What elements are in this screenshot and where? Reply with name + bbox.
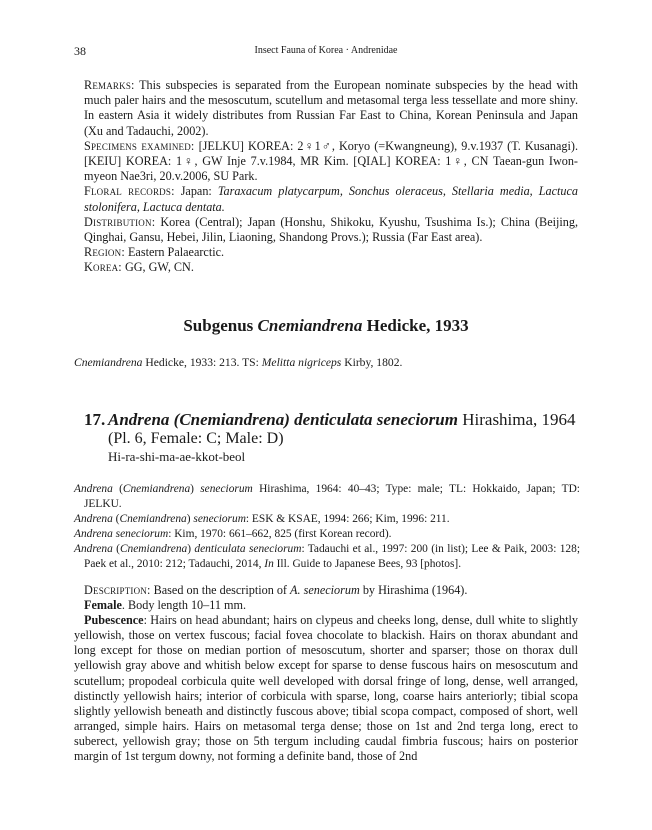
- citation-type-species: Melitta nigriceps: [261, 356, 342, 369]
- specimens-label: Specimens examined:: [84, 138, 195, 153]
- citation-text: Hedicke, 1933: 213. TS:: [145, 356, 259, 369]
- subgenus-name: Cnemiandrena: [257, 316, 363, 335]
- description-tail: by Hirashima (1964).: [362, 583, 468, 597]
- synonym-genus: Andrena: [74, 513, 113, 525]
- distribution-label: Distribution:: [84, 214, 156, 229]
- pubescence-paragraph: [74, 613, 578, 764]
- synonym-entry: Andrena (Cnemiandrena) denticulata seneciorum: Tadauchi et al., 1997: 200 (in list); Lee & Paik, 2003: 128; Paek et al., 2010: 212; Tadauchi, 2014, In Ill. Guide to Japanese Bees, 93 [photos].: [74, 543, 580, 570]
- synonym-text: : Tadauchi et al., 1997: 200 (in list); Lee & Paik, 2003: 128; Paek et al., 2010: 212; Tadauchi, 2014,: [84, 543, 580, 570]
- plate-reference: (Pl. 6, Female: C; Male: D): [108, 430, 284, 447]
- floral-label: Floral records:: [84, 184, 175, 199]
- synonym-text: : ESK & KSAE, 1994: 266; Kim, 1996: 211.: [245, 513, 450, 525]
- description-paragraph: [84, 583, 578, 598]
- species-heading: [108, 410, 588, 466]
- synonym-entry: [74, 527, 580, 542]
- region-label: Region:: [84, 245, 125, 260]
- synonym-species: seneciorum: [193, 513, 246, 525]
- pubescence-label: Pubescence: [84, 613, 144, 628]
- region-paragraph: [84, 245, 578, 260]
- species-epithet: denticulata seneciorum: [294, 410, 458, 429]
- remarks-text: This subspecies is separated from the European nominate subspecies by the head with much paler hairs and the mesoscutum, scutellum and metasomal terga less tessellate and more shiny. In eastern Asia it widely distributes from Russian Far East to China, Korean Peninsula and Japan (Xu and Tadauchi, 2002).: [84, 78, 578, 138]
- page-header: [74, 44, 578, 60]
- floral-paragraph: [84, 184, 578, 214]
- page-number: 38: [74, 44, 86, 58]
- citation-tail: Kirby, 1802.: [344, 356, 403, 369]
- floral-prefix: Japan:: [180, 184, 212, 199]
- synonym-species: seneciorum: [115, 528, 169, 540]
- description-taxon: A. seneciorum: [290, 583, 360, 597]
- synonym-subgenus: Cnemiandrena: [122, 483, 191, 495]
- synonym-subgenus: Cnemiandrena: [119, 513, 187, 525]
- species-author: Hirashima, 1964: [462, 410, 576, 429]
- species-genus: Andrena: [108, 410, 170, 429]
- synonym-text: : Kim, 1970: 661–662, 825 (first Korean record).: [168, 528, 392, 540]
- korea-text: GG, GW, CN.: [124, 260, 194, 275]
- citation-genus: Cnemiandrena: [74, 356, 143, 369]
- specimens-text: [JELKU] KOREA: 2♀1♂, Koryo (=Kwangneung), 9.v.1937 (T. Kusanagi). [KEIU] KOREA: 1♀, GW Inje 7.v.1984, MR Kim. [QIAL] KOREA: 1♀, CN Taean-gun Iwon-myeon Nae3ri, 20.v.2006, SU Park.: [84, 138, 579, 184]
- description-label: Description:: [84, 583, 151, 597]
- synonym-genus: Andrena: [74, 528, 113, 540]
- species-name-line: [108, 410, 588, 429]
- synonym-species: denticulata seneciorum: [194, 543, 302, 555]
- synonym-entry: Andrena (Cnemiandrena) seneciorum: ESK & KSAE, 1994: 266; Kim, 1996: 211.: [74, 513, 450, 525]
- subgenus-prefix: Subgenus: [183, 316, 254, 335]
- synonym-tail: Ill. Guide to Japanese Bees, 93 [photos].: [276, 558, 462, 570]
- female-paragraph: [84, 598, 578, 613]
- korea-label: Korea:: [84, 260, 122, 275]
- synonym-entry: Andrena (Cnemiandrena) seneciorum Hirashima, 1964: 40–43; Type: male; TL: Hokkaido, Japan; TD: JELKU.: [74, 483, 580, 510]
- synonym-in: In: [264, 558, 274, 570]
- region-text: Eastern Palaearctic.: [127, 245, 225, 260]
- running-title: Insect Fauna of Korea · Andrenidae: [254, 45, 398, 56]
- specimens-paragraph: [84, 139, 578, 185]
- subgenus-heading: [74, 316, 578, 336]
- remarks-paragraph: [84, 78, 578, 139]
- synonym-text: Hirashima, 1964: 40–43; Type: male; TL: Hokkaido, Japan; TD: JELKU.: [84, 483, 580, 510]
- description-text: Based on the description of: [153, 583, 287, 597]
- subgenus-author: Hedicke, 1933: [366, 316, 469, 335]
- korea-paragraph: [84, 260, 578, 275]
- synonymy-list: [74, 482, 580, 572]
- synonym-subgenus: Cnemiandrena: [119, 543, 188, 555]
- description-section: [74, 583, 578, 764]
- synonym-genus: Andrena: [74, 543, 113, 555]
- korean-name: Hi-ra-shi-ma-ae-kkot-beol: [108, 449, 246, 464]
- subgenus-citation: [74, 355, 584, 370]
- female-text: . Body length 10–11 mm.: [121, 598, 247, 613]
- species-number: 17.: [84, 410, 106, 429]
- species-subgenus: (Cnemiandrena): [173, 410, 290, 429]
- distribution-paragraph: [84, 215, 578, 245]
- synonym-genus: Andrena: [74, 483, 113, 495]
- female-label: Female: [84, 598, 122, 613]
- distribution-text: Korea (Central); Japan (Honshu, Shikoku, Kyushu, Tsushima Is.); China (Beijing, Qinghai, Gansu, Hebei, Jilin, Liaoning, Shandong Provs.); Russia (Far East area).: [84, 214, 578, 245]
- remarks-label: Remarks:: [84, 78, 135, 92]
- species-notes: [84, 78, 578, 276]
- floral-plants: Taraxacum platycarpum, Sonchus oleraceus, Stellaria media, Lactuca stolonifera, Lactuca dentata.: [84, 184, 578, 214]
- pubescence-text: : Hairs on head abundant; hairs on clypeus and cheeks long, dense, dull white to slightly yellowish, those on vertex fuscous; facial fovea chocolate to blackish. Hairs on thorax abundant and long except for those on median portion of mesoscutum, shorter and sparser; those on thorax dull yellowish gray above and whitish below except for sparse to dense fuscous hairs on mesoscutum and scutellum; propodeal corbicula quite well developed with dorsal fringe of long, dense, well arranged, distinctly yellowish hairs; interior of corbicula with sparse, long, coarse hairs anteriorly; tibial scopa slightly yellowish beneath and distinctly fuscous above; tibial scopa compact, composed of short, well arranged, simple hairs. Hairs on metasomal terga dense; those on 1st and 2nd terga long, erect to suberect, yellowish gray; those on 5th tergum including caudal fimbria fuscous; hairs on posterior margin of 1st tergum downy, not forming a definite band, those of 2nd: [74, 613, 578, 764]
- synonym-species: seneciorum: [200, 483, 253, 495]
